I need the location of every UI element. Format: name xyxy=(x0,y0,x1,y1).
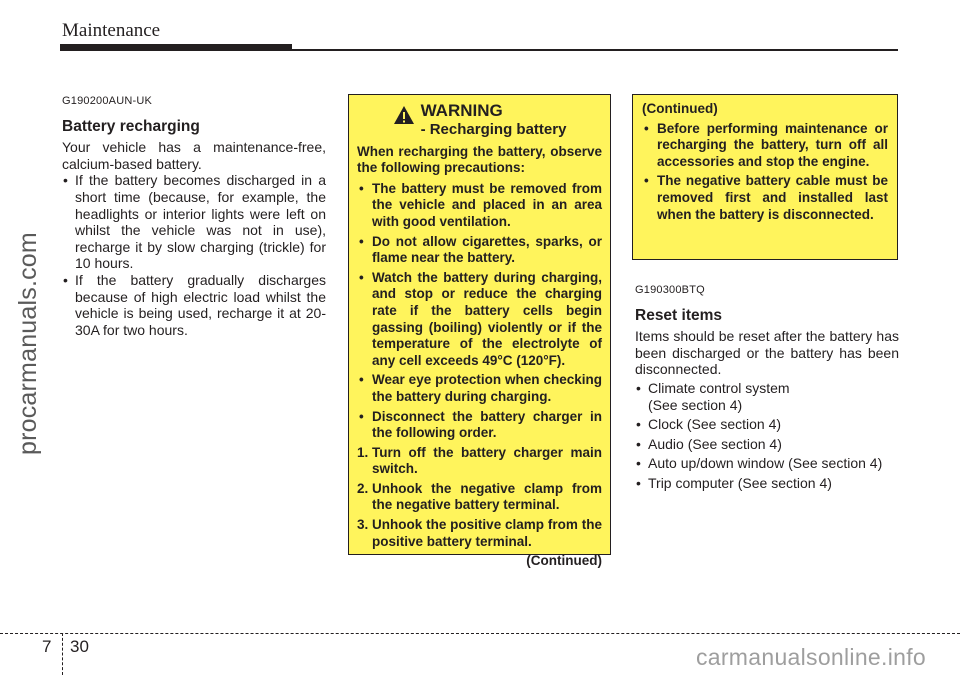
continued-label: (Continued) xyxy=(526,553,602,569)
warning-intro: When recharging the battery, observe the following precautions: xyxy=(357,143,602,176)
warning-bullet: • Wear eye protection when checking the battery during charging. xyxy=(357,372,602,405)
warning-box xyxy=(348,94,611,569)
continued-label: (Continued) xyxy=(642,101,718,116)
bullet-item: • Clock (See section 4) xyxy=(635,416,899,433)
section-bullets xyxy=(635,380,899,492)
bullet-item: • If the battery becomes discharged in a short time (because, for example, the headlights or interior lights were left on whilst the vehicle was not in use), recharge it by slow charging (trickle) for 10 hours. xyxy=(62,172,326,272)
reset-items-section xyxy=(635,282,899,492)
step-number: 2. xyxy=(357,480,369,496)
warning-bullet: • Do not allow cigarettes, sparks, or flame near the battery. xyxy=(357,234,602,267)
warning-title xyxy=(357,103,602,138)
warning-bullet: • Disconnect the battery charger in the following order. xyxy=(357,409,602,442)
warning-subtitle: - Recharging battery xyxy=(420,120,567,138)
section-bullets xyxy=(62,172,326,338)
warning-label: WARNING xyxy=(420,101,503,120)
section-intro: Items should be reset after the battery has been discharged or the battery has been disconnected. xyxy=(635,328,899,378)
warning-bullets xyxy=(642,121,888,224)
step-text: Unhook the negative clamp from the negative battery terminal. xyxy=(372,480,602,513)
section-code: G190200AUN-UK xyxy=(62,95,153,107)
page-header-title: Maintenance xyxy=(62,20,161,41)
section-code: G190300BTQ xyxy=(635,284,705,296)
bullet-item: • Auto up/down window (See section 4) xyxy=(635,455,899,472)
section-intro: Your vehicle has a maintenance-free, calcium-based battery. xyxy=(62,139,326,172)
warning-bullet: • Watch the battery during charging, and stop or reduce the charging rate if the battery cells begin gassing (boiling) violently or if the temperature of the electrolyte of any cell exceeds 49°C (120°F). xyxy=(357,270,602,370)
bullet-item: • Climate control system (See section 4) xyxy=(635,380,798,413)
step-text: Unhook the positive clamp from the positive battery terminal. xyxy=(372,517,602,549)
page-number: 30 xyxy=(70,637,89,656)
bullet-item: • Audio (See section 4) xyxy=(635,436,899,453)
warning-bullet: • The battery must be removed from the vehicle and placed in an area with good ventilation. xyxy=(357,181,602,231)
footer-rule xyxy=(0,633,960,634)
footer-divider xyxy=(62,633,63,675)
warning-box-continued xyxy=(632,94,898,260)
section-heading: Reset items xyxy=(635,306,723,324)
step-number: 3. xyxy=(357,517,369,533)
warning-bullets xyxy=(357,181,602,442)
header-bar xyxy=(60,44,292,51)
bullet-item: • Trip computer (See section 4) xyxy=(635,475,899,492)
watermark-left: procarmanuals.com xyxy=(14,232,42,455)
warning-bullet: • Before performing maintenance or recharging the battery, turn off all accessories and stop the engine. xyxy=(642,121,888,171)
step-number: 1. xyxy=(357,444,369,460)
battery-recharging-section xyxy=(62,93,326,338)
section-heading: Battery recharging xyxy=(62,117,200,135)
bullet-item: • If the battery gradually discharges because of high electric load whilst the vehicle is being used, recharge it at 20-30A for two hours. xyxy=(62,272,326,338)
warning-triangle-icon xyxy=(393,105,415,125)
chapter-number: 7 xyxy=(42,637,52,656)
watermark-bottom: carmanualsonline.info xyxy=(695,644,926,670)
warning-steps xyxy=(357,445,602,551)
step-text: Turn off the battery charger main switch. xyxy=(372,444,602,477)
header-rule xyxy=(292,49,898,51)
warning-step xyxy=(357,481,602,514)
warning-bullet: • The negative battery cable must be removed first and installed last when the battery is disconnected. xyxy=(642,173,888,223)
warning-step xyxy=(357,445,602,478)
warning-step xyxy=(357,517,602,550)
